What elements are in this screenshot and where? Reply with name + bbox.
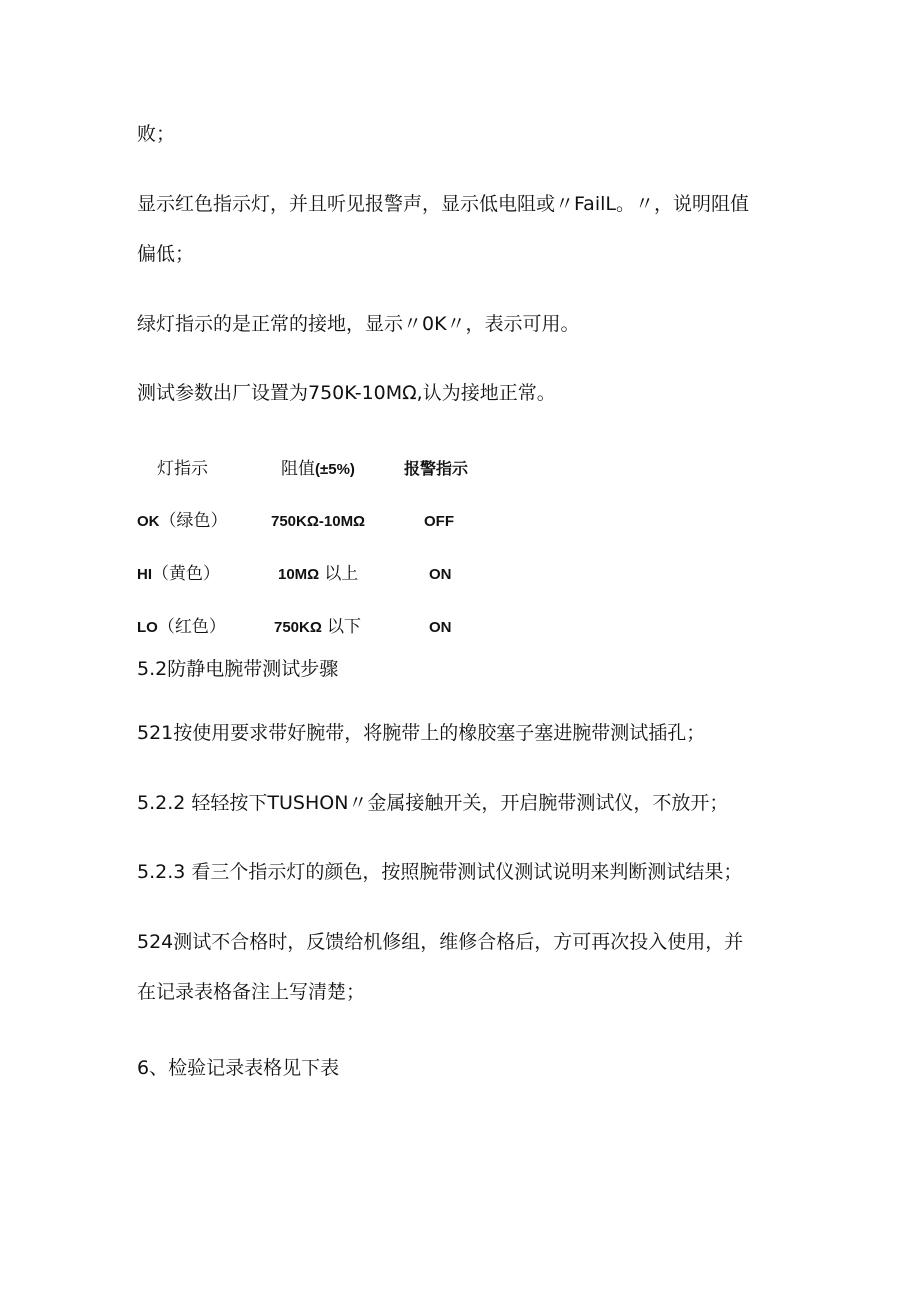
step-item: 521按使用要求带好腕带，将腕带上的橡胶塞子塞进腕带测试插孔； [137,722,706,744]
resistance-value: 10MΩ [278,566,320,583]
table-header-light: 灯指示 [157,459,208,479]
table-header-resistance-tolerance: (±5%) [315,461,355,478]
table-row-alarm: ON [429,566,452,583]
light-color: （黄色） [152,564,220,584]
table-row-alarm: ON [429,619,452,636]
table-row-resistance [278,563,358,586]
light-color: （绿色） [159,511,228,531]
light-code: HI [137,566,152,583]
resistance-value: 750KΩ [274,619,322,636]
step-item: 5.2.2 轻轻按下TUSHON〃金属接触开关，开启腕带测试仪，不放开； [137,792,729,814]
table-row-light [137,563,220,586]
resistance-suffix: 以上 [324,564,359,584]
light-color: （红色） [157,617,226,637]
paragraph-line: 偏低； [137,243,195,265]
table-row-alarm: OFF [424,513,454,530]
resistance-suffix: 以下 [326,617,361,637]
step-item: 5.2.3 看三个指示灯的颜色，按照腕带测试仪测试说明来判断测试结果； [137,861,743,883]
table-header-resistance-label: 阻值 [281,459,315,479]
paragraph-line: 绿灯指示的是正常的接地，显示〃0K〃，表示可用。 [137,313,580,335]
table-row-resistance: 750KΩ-10MΩ [271,513,366,530]
paragraph-line: 测试参数出厂设置为750K-10MΩ,认为接地正常。 [137,382,556,404]
section-heading: 6、检验记录表格见下表 [137,1057,340,1079]
table-header-alarm: 报警指示 [404,459,469,478]
step-item: 524测试不合格时，反馈给机修组，维修合格后，方可再次投入使用，并 [137,931,744,953]
light-code: LO [137,619,158,636]
light-code: OK [137,513,160,530]
section-heading: 5.2防静电腕带测试步骤 [137,658,339,680]
paragraph-line: 显示红色指示灯，并且听见报警声，显示低电阻或〃FailL。〃，说明阻值 [137,193,749,215]
table-row-resistance [274,616,361,639]
table-row-light [137,616,226,639]
table-row-light [137,510,228,533]
table-header-resistance [281,458,355,481]
step-item: 在记录表格备注上写清楚； [137,981,366,1003]
paragraph-line: 败； [137,123,176,145]
